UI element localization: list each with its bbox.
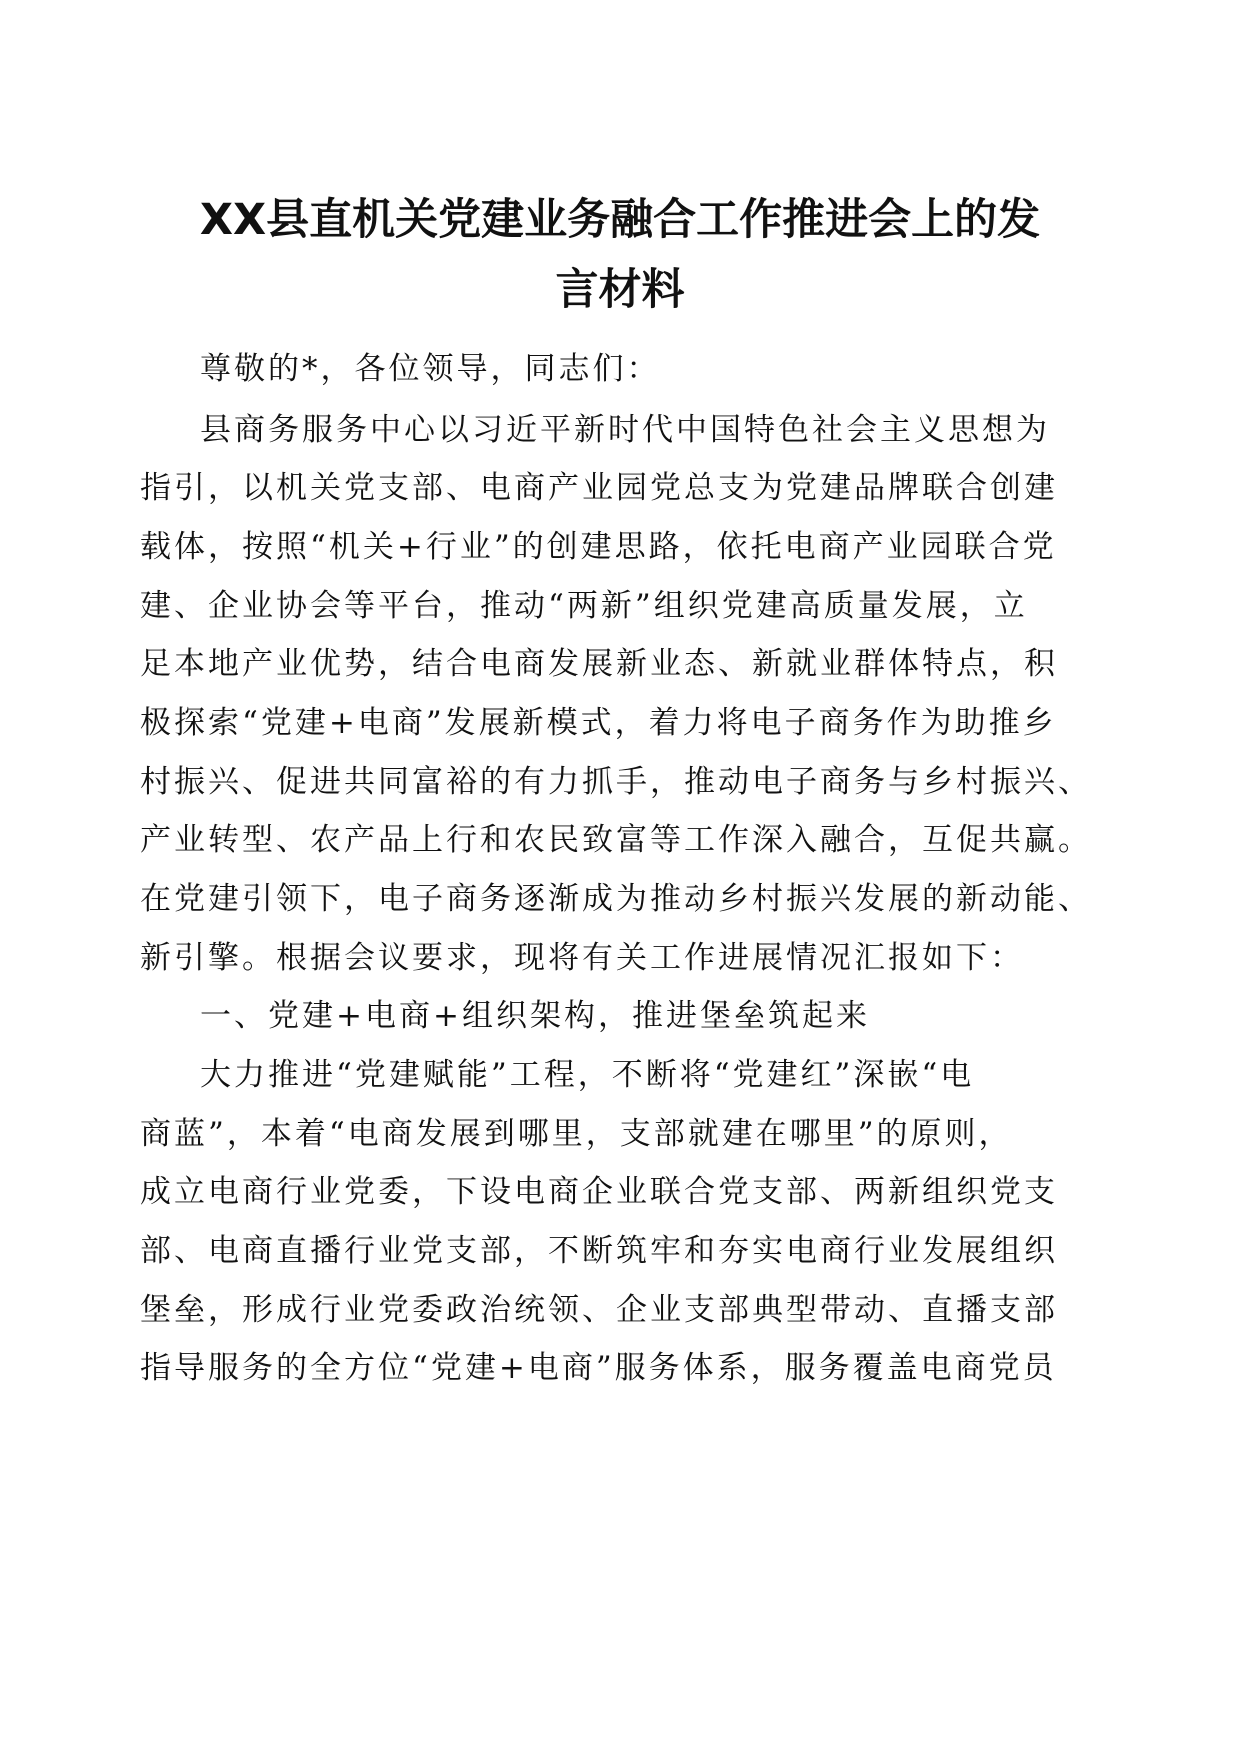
body-line: 村振兴、促进共同富裕的有力抓手，推动电子商务与乡村振兴、 [140,764,1092,800]
section-heading: 一、党建+电商+组织架构，推进堡垒筑起来 [200,998,870,1034]
body-line: 县商务服务中心以习近平新时代中国特色社会主义思想为 [200,412,1050,448]
body-line: 指导服务的全方位“党建+电商”服务体系，服务覆盖电商党员 [140,1350,1057,1386]
body-line: 商蓝”，本着“电商发展到哪里，支部就建在哪里”的原则， [140,1116,1013,1152]
body-line: 新引擎。根据会议要求，现将有关工作进展情况汇报如下： [140,940,1024,976]
body-line: 在党建引领下，电子商务逐渐成为推动乡村振兴发展的新动能、 [140,881,1092,917]
body-line: 极探索“党建+电商”发展新模式，着力将电子商务作为助推乡 [140,705,1057,741]
body-line: 堡垒，形成行业党委政治统领、企业支部典型带动、直播支部 [140,1292,1058,1328]
document-title-line-2: 言材料 [555,265,685,315]
body-line: 建、企业协会等平台，推动“两新”组织党建高质量发展，立 [140,588,1028,624]
body-line: 指引，以机关党支部、电商产业园党总支为党建品牌联合创建 [140,470,1058,506]
body-line: 足本地产业优势，结合电商发展新业态、新就业群体特点，积 [140,646,1058,682]
body-line: 大力推进“党建赋能”工程，不断将“党建红”深嵌“电 [200,1057,975,1093]
salutation: 尊敬的*，各位领导，同志们： [200,351,661,387]
body-line: 载体，按照“机关+行业”的创建思路，依托电商产业园联合党 [140,529,1057,565]
body-line: 成立电商行业党委，下设电商企业联合党支部、两新组织党支 [140,1174,1058,1210]
body-line: 产业转型、农产品上行和农民致富等工作深入融合，互促共赢。 [140,822,1092,858]
body-line: 部、电商直播行业党支部，不断筑牢和夯实电商行业发展组织 [140,1233,1058,1269]
document-title-line-1: XX县直机关党建业务融合工作推进会上的发 [199,195,1041,245]
